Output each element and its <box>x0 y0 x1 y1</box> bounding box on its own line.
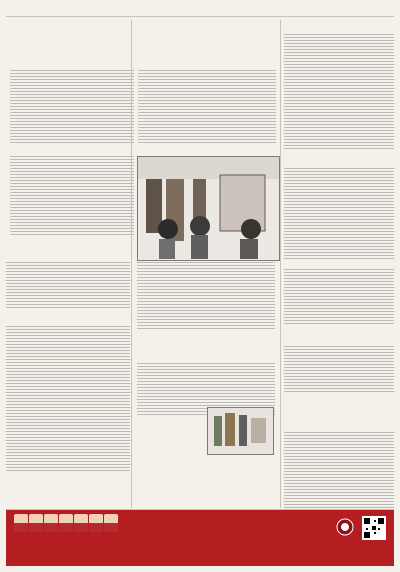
right-body-5 <box>284 432 394 508</box>
cast-face <box>44 514 58 532</box>
lower-left-body <box>6 326 130 471</box>
center-lower-block <box>137 262 275 508</box>
lead-photo <box>137 156 280 261</box>
lower-center-photo <box>207 407 274 455</box>
lead-body-left-2 <box>10 156 134 236</box>
vertical-divider-right <box>280 20 281 508</box>
photo-content <box>138 157 279 260</box>
cast-faces <box>14 514 126 532</box>
lower-photo-content <box>208 408 273 454</box>
right-body-4 <box>284 346 394 394</box>
cast-face <box>104 514 118 532</box>
cast-face <box>74 514 88 532</box>
cast-strip <box>14 514 126 532</box>
cast-face <box>89 514 103 532</box>
lead-body-mid <box>138 70 276 144</box>
left-lower-block <box>6 262 134 508</box>
feature-left-body <box>6 262 130 308</box>
right-body-3 <box>284 269 394 325</box>
lead-body-left <box>10 70 134 144</box>
vertical-divider-left <box>131 20 132 508</box>
center-upper-body <box>137 262 275 330</box>
lead-story <box>6 18 281 268</box>
brand-seal-icon <box>336 518 354 536</box>
right-body-1 <box>284 34 394 150</box>
right-body-2 <box>284 168 394 260</box>
header-rule <box>6 16 394 17</box>
cast-face <box>59 514 73 532</box>
cast-face <box>29 514 43 532</box>
right-column <box>284 20 394 508</box>
cast-face <box>14 514 28 532</box>
advert-banner <box>6 510 394 566</box>
qr-code-icon <box>362 516 386 540</box>
top-header <box>0 0 400 16</box>
